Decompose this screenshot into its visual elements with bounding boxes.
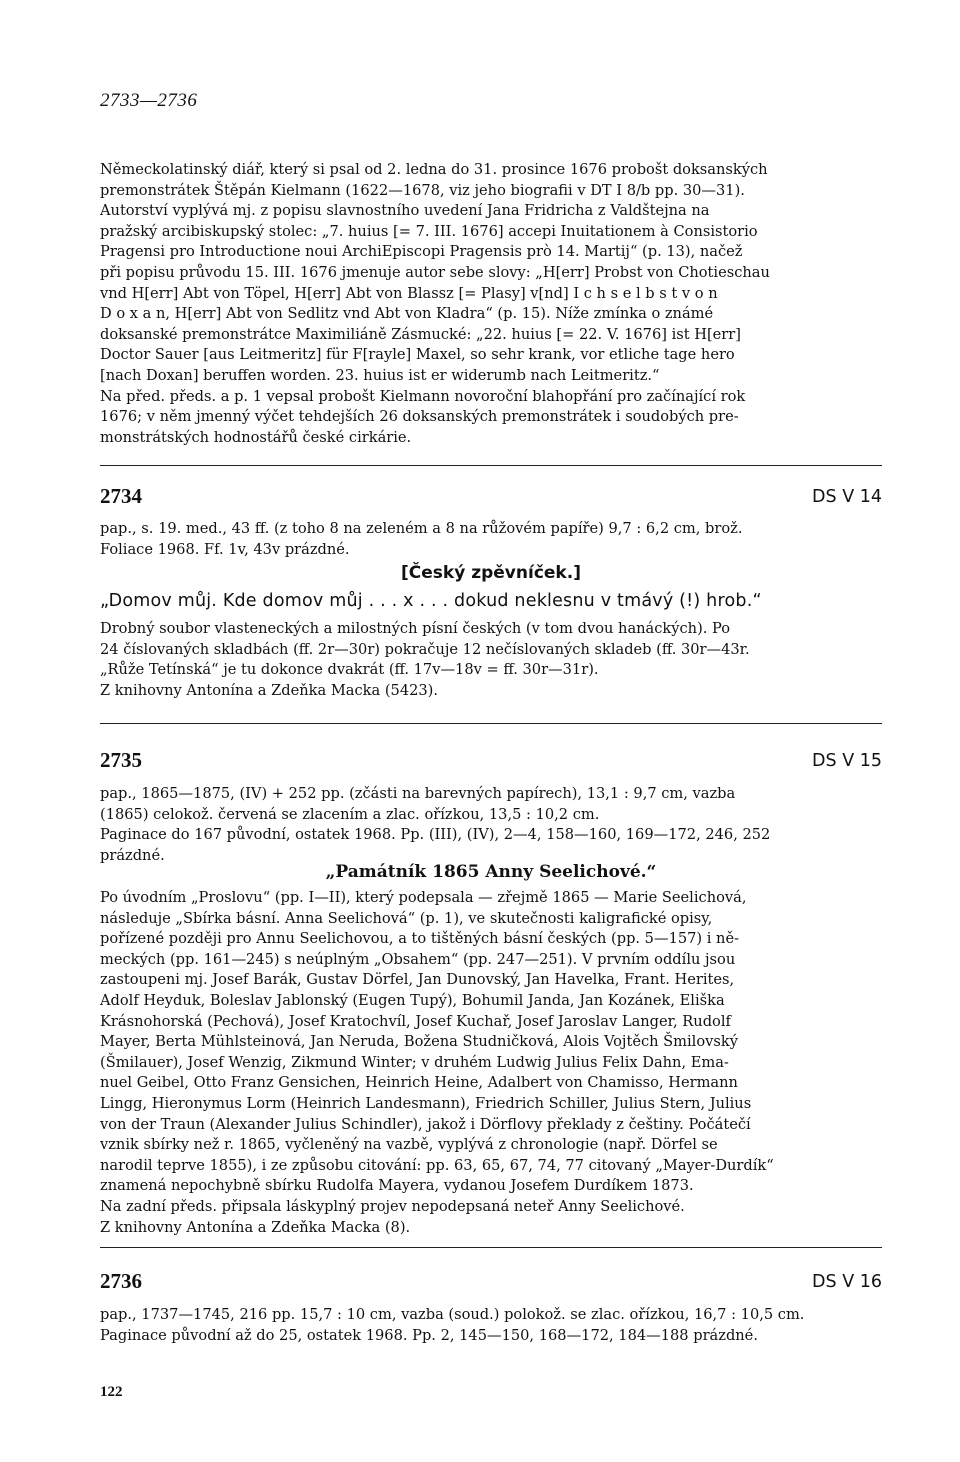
entry-number: 2734 <box>100 484 142 508</box>
entry-2735-line: von der Traun (Alexander Julius Schindler), jakož i Dörflovy překlady z češtiny. Počátečí <box>100 1115 751 1133</box>
entry-title: [Český zpěvníček.] <box>401 563 581 583</box>
entry-2735-text <box>100 888 882 1238</box>
entry-number: 2735 <box>100 748 142 772</box>
incipit: „Domov můj. Kde domov můj . . . x . . . dokud neklesnu v tmávý (!) hrob.“ <box>100 591 762 611</box>
description-line: pap., 1737—1745, 216 pp. 15,7 : 10 cm, vazba (soud.) polokož. se zlac. ořízkou, 16,7 : 10,5 cm. <box>100 1306 805 1323</box>
entry-2735-line: vznik sbírky než r. 1865, vyčleněný na vazbě, vyplývá z chronologie (např. Dörfel se <box>100 1136 718 1154</box>
entry-2735-line: narodil teprve 1855), i ze způsobu citování: pp. 63, 65, 67, 74, 77 citovaný „Mayer-Durdík“ <box>100 1156 774 1174</box>
entry-2734-line: Z knihovny Antonína a Zdeňka Macka (5423). <box>100 681 439 699</box>
entry-2733-line: premonstrátek Štěpán Kielmann (1622—1678, viz jeho biografii v DT I 8/b pp. 30—31). <box>100 181 745 199</box>
entry-2734-description <box>100 519 882 560</box>
running-head: 2733—2736 <box>100 90 198 111</box>
description-line: Paginace do 167 původní, ostatek 1968. Pp. (III), (IV), 2—4, 158—160, 169—172, 246, 252 <box>100 826 771 844</box>
section-divider <box>100 723 882 724</box>
entry-2733-line: vnd H[err] Abt von Töpel, H[err] Abt von Blassz [= Plasy] v[nd] I c h s e l b s t v o n <box>100 284 718 302</box>
entry-2735-line: Po úvodním „Proslovu“ (pp. I—II), který podepsala — zřejmě 1865 — Marie Seelichová, <box>100 889 747 906</box>
entry-2735-line: meckých (pp. 161—245) s neúplným „Obsahem“ (pp. 247—251). V prvním oddílu jsou <box>100 950 736 968</box>
entry-number: 2736 <box>100 1269 142 1293</box>
entry-2735-line: Lingg, Hieronymus Lorm (Heinrich Landesmann), Friedrich Schiller, Julius Stern, Julius <box>100 1094 752 1112</box>
entry-2733-line: D o x a n, H[err] Abt von Sedlitz vnd Abt von Kladra“ (p. 15). Níže zmínka o známé <box>100 305 714 323</box>
entry-2733-line: monstrátských hodnostářů české cirkárie. <box>100 428 412 446</box>
entry-2733-line: Doctor Sauer [aus Leitmeritz] für F[rayle] Maxel, so sehr krank, vor etliche tage hero <box>100 346 735 364</box>
entry-2733-line: 1676; v něm jmenný výčet tehdejších 26 doksanských premonstrátek i soudobých pre- <box>100 408 739 426</box>
shelfmark: DS V 14 <box>812 487 882 507</box>
entry-2733-line: pražský arcibiskupský stolec: „7. huius [= 7. III. 1676] accepi Inuitationem à Consistorio <box>100 222 758 240</box>
description-line: Foliace 1968. Ff. 1v, 43v prázdné. <box>100 540 350 558</box>
entry-2735-line: Na zadní předs. připsala láskyplný projev nepodepsaná neteř Anny Seelichové. <box>100 1197 685 1215</box>
entry-2736-description <box>100 1305 882 1346</box>
entry-2735-line: Krásnohorská (Pechová), Josef Kratochvíl, Josef Kuchař, Josef Jaroslav Langer, Rudolf <box>100 1012 731 1030</box>
entry-2735-line: zastoupeni mj. Josef Barák, Gustav Dörfel, Jan Dunovský, Jan Havelka, Frant. Herites, <box>100 971 735 989</box>
description-line: (1865) celokož. červená se zlacením a zlac. ořízkou, 13,5 : 10,2 cm. <box>100 805 600 823</box>
entry-2735-line: znamená nepochybně sbírku Rudolfa Mayera, vydanou Josefem Durdíkem 1873. <box>100 1177 694 1195</box>
entry-2735-line: Mayer, Berta Mühlsteinová, Jan Neruda, Božena Studničková, Alois Vojtěch Šmilovský <box>100 1033 738 1051</box>
entry-2735-line: nuel Geibel, Otto Franz Gensichen, Heinrich Heine, Adalbert von Chamisso, Hermann <box>100 1074 738 1092</box>
shelfmark: DS V 16 <box>812 1272 882 1292</box>
entry-2733-line: Německolatinský diář, který si psal od 2. ledna do 31. prosince 1676 probošt doksanských <box>100 161 768 178</box>
description-line: prázdné. <box>100 846 165 864</box>
entry-2734-line: „Růže Tetínská“ je tu dokonce dvakrát (ff. 17v—18v = ff. 30r—31r). <box>100 661 599 679</box>
entry-2735-line: Z knihovny Antonína a Zdeňka Macka (8). <box>100 1218 411 1236</box>
section-divider <box>100 465 882 466</box>
entry-2733-line: Na před. předs. a p. 1 vepsal probošt Kielmann novoroční blahopřání pro začínající rok <box>100 387 746 405</box>
entry-2735-line: následuje „Sbírka básní. Anna Seelichová“ (p. 1), ve skutečnosti kaligrafické opisy, <box>100 909 713 927</box>
entry-2735-description <box>100 784 882 866</box>
entry-2733-line: Pragensi pro Introductione noui ArchiEpiscopi Pragensis prò 14. Martij“ (p. 13), načež <box>100 243 743 261</box>
description-line: pap., s. 19. med., 43 ff. (z toho 8 na zeleném a 8 na růžovém papíře) 9,7 : 6,2 cm, brož. <box>100 520 743 537</box>
entry-2735-line: (Šmilauer), Josef Wenzig, Zikmund Winter; v druhém Ludwig Julius Felix Dahn, Ema- <box>100 1053 729 1071</box>
entry-2735-line: Adolf Heyduk, Boleslav Jablonský (Eugen Tupý), Bohumil Janda, Jan Kozánek, Eliška <box>100 991 725 1009</box>
entry-2733-line: při popisu průvodu 15. III. 1676 jmenuje autor sebe slovy: „H[err] Probst von Chotieschau <box>100 263 770 281</box>
entry-2733-line: Autorství vyplývá mj. z popisu slavnostního uvedení Jana Fridricha z Valdštejna na <box>100 202 710 220</box>
entry-2734-text <box>100 619 882 701</box>
entry-2733-line: doksanské premonstrátce Maximiliáně Zásmucké: „22. huius [= 22. V. 1676] ist H[err] <box>100 325 741 343</box>
description-line: Paginace původní až do 25, ostatek 1968. Pp. 2, 145—150, 168—172, 184—188 prázdné. <box>100 1326 758 1344</box>
entry-2734-line: 24 číslovaných skladbách (ff. 2r—30r) pokračuje 12 nečíslovaných skladeb (ff. 30r—43r. <box>100 640 750 658</box>
entry-2733-line: [nach Doxan] beruffen worden. 23. huius ist er widerumb nach Leitmeritz.“ <box>100 366 660 384</box>
entry-2734-line: Drobný soubor vlasteneckých a milostných písní českých (v tom dvou hanáckých). Po <box>100 620 731 637</box>
entry-2735-line: pořízené později pro Annu Seelichovou, a to tištěných básní českých (pp. 5—157) i ně- <box>100 930 740 948</box>
description-line: pap., 1865—1875, (IV) + 252 pp. (zčásti na barevných papírech), 13,1 : 9,7 cm, vazba <box>100 785 736 802</box>
section-divider <box>100 1247 882 1248</box>
entry-2733-text <box>100 160 882 448</box>
shelfmark: DS V 15 <box>812 751 882 771</box>
entry-title: „Památník 1865 Anny Seelichové.“ <box>325 862 657 882</box>
page-number: 122 <box>100 1384 123 1400</box>
